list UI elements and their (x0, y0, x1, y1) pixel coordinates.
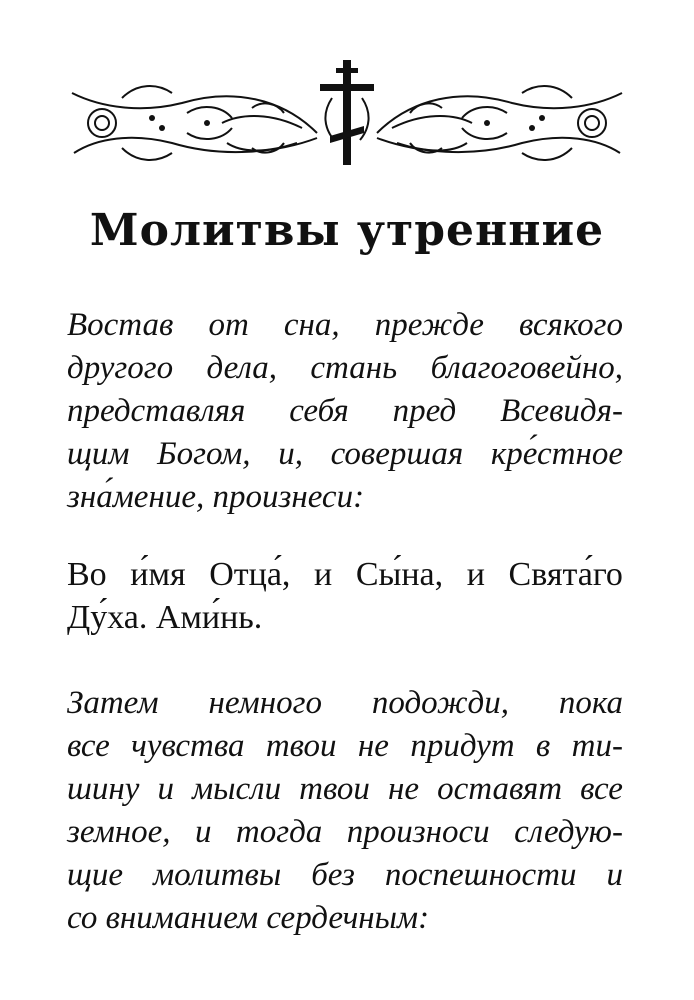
word: стань (310, 350, 398, 386)
word: ти- (571, 728, 623, 764)
word: твои (299, 771, 370, 807)
word: пока (558, 685, 623, 721)
word: и (606, 857, 623, 893)
ornament-header-icon (62, 58, 632, 178)
word: кре́стное (490, 436, 623, 472)
word: со вниманием сердечным: (67, 900, 430, 936)
page-title: Молитвы утренние (89, 205, 605, 256)
word: от (208, 307, 249, 343)
word: и́мя (130, 556, 186, 593)
word: щие (67, 857, 124, 893)
word: прежде (374, 307, 484, 343)
word: сна, (283, 307, 340, 343)
word: оставят (437, 771, 563, 807)
word: подожди, (371, 685, 509, 721)
word: себя (289, 393, 349, 429)
word: пред (392, 393, 457, 429)
text-line (67, 476, 623, 519)
word: без (311, 857, 355, 893)
text-line (67, 433, 623, 476)
instruction-paragraph-2 (67, 682, 623, 940)
word: все (67, 728, 110, 764)
word: следую- (514, 814, 623, 850)
text-line (67, 390, 623, 433)
word: Во (67, 556, 107, 593)
text-line (67, 553, 623, 596)
text-line (67, 725, 623, 768)
text-line (67, 897, 623, 940)
word: не (388, 771, 420, 807)
word: произноси (346, 814, 490, 850)
word: Ду́ха. Ами́нь. (67, 599, 263, 636)
word: твои (265, 728, 337, 764)
word: и (314, 556, 333, 593)
word: в (535, 728, 551, 764)
word: представляя (67, 393, 246, 429)
text-line (67, 811, 623, 854)
instruction-paragraph-1 (67, 304, 623, 519)
word: Востав (67, 307, 174, 343)
word: и (466, 556, 485, 593)
prayer-paragraph (67, 553, 623, 639)
word: все (580, 771, 623, 807)
word: зна́мение, произнеси: (67, 479, 365, 515)
text-line (67, 682, 623, 725)
word: Свята́го (508, 556, 623, 593)
word: совершая (330, 436, 464, 472)
word: тогда (235, 814, 323, 850)
word: поспешности (384, 857, 577, 893)
text-line (67, 768, 623, 811)
word: Сы́на, (355, 556, 444, 593)
word: и (157, 771, 175, 807)
word: придут (410, 728, 515, 764)
word: шину (67, 771, 140, 807)
word: и, (278, 436, 303, 472)
word: дела, (206, 350, 278, 386)
word: Отца́, (209, 556, 291, 593)
word: не (357, 728, 389, 764)
word: всякого (519, 307, 623, 343)
word: земное, (67, 814, 171, 850)
word: и (194, 814, 212, 850)
text-line (67, 854, 623, 897)
text-line (67, 304, 623, 347)
word: щим (67, 436, 130, 472)
word: молитвы (153, 857, 282, 893)
word: другого (67, 350, 174, 386)
word: Богом, (157, 436, 251, 472)
text-line (67, 347, 623, 390)
text-line (67, 596, 623, 639)
word: мысли (192, 771, 282, 807)
word: Всевидя- (500, 393, 623, 429)
word: благоговейно, (430, 350, 623, 386)
word: немного (208, 685, 322, 721)
word: чувства (131, 728, 245, 764)
word: Затем (67, 685, 159, 721)
